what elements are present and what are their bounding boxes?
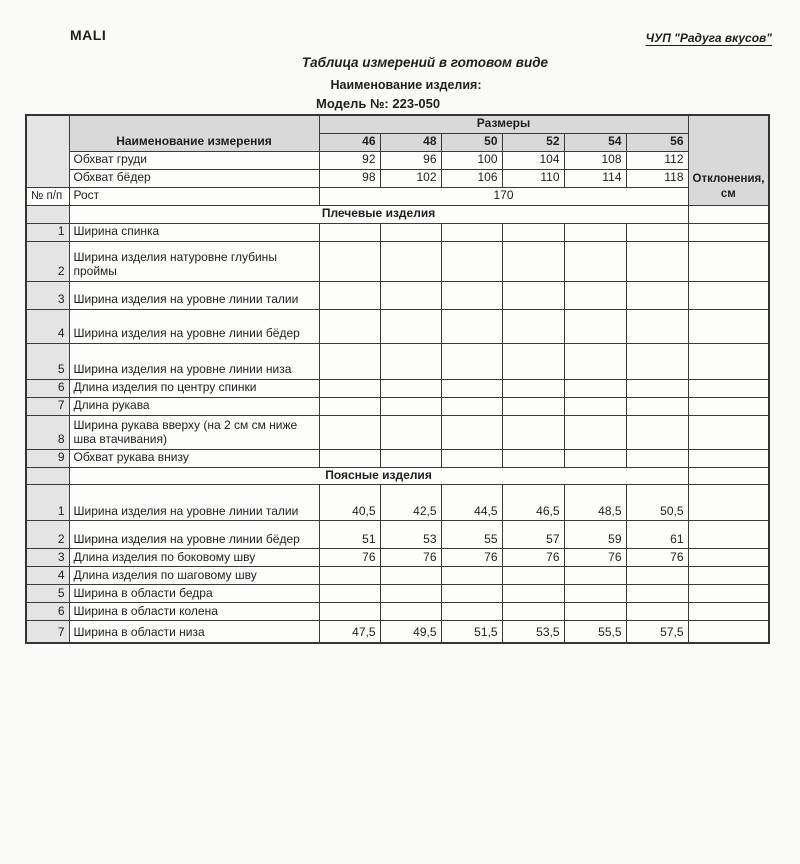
deviation-cell [688, 603, 769, 621]
measurement-value-cell [502, 343, 564, 379]
measurement-value-cell [319, 309, 380, 343]
measurement-value-cell [380, 415, 441, 449]
measurement-value-cell: 98 [319, 169, 380, 187]
deviation-column-header: Отклонения, см [688, 115, 769, 205]
measurement-value-cell [319, 397, 380, 415]
sizes-group-header: Размеры [319, 115, 688, 133]
measurement-row [26, 567, 769, 585]
measurement-row [26, 603, 769, 621]
height-value: 170 [319, 187, 688, 205]
name-column-header: Наименование измерения [69, 115, 319, 151]
measurement-value-cell: 50,5 [626, 485, 688, 521]
measurement-value-cell [626, 585, 688, 603]
deviation-cell [688, 397, 769, 415]
measurement-value-cell: 48,5 [564, 485, 626, 521]
measurement-value-cell [441, 309, 502, 343]
section-header-row [26, 467, 769, 485]
measurement-value-cell: 76 [564, 549, 626, 567]
measurement-value-cell: 57 [502, 521, 564, 549]
measurement-value-cell [441, 379, 502, 397]
measurement-value-cell [564, 223, 626, 241]
measurement-row [26, 549, 769, 567]
measurement-value-cell [380, 603, 441, 621]
measurement-value-cell [564, 585, 626, 603]
measurement-row [26, 415, 769, 449]
measurement-value-cell: 40,5 [319, 485, 380, 521]
measurement-value-cell [441, 415, 502, 449]
measurement-value-cell [626, 415, 688, 449]
measurement-value-cell [502, 309, 564, 343]
measurement-value-cell [564, 379, 626, 397]
measurement-value-cell [380, 281, 441, 309]
model-number: 223-050 [392, 96, 441, 111]
measurement-value-cell: 55 [441, 521, 502, 549]
row-number: 2 [26, 241, 69, 281]
measurement-value-cell: 57,5 [626, 621, 688, 643]
measurement-row [26, 621, 769, 643]
measurement-value-cell [626, 397, 688, 415]
measurement-row [26, 449, 769, 467]
row-number: 8 [26, 415, 69, 449]
deviation-cell [688, 415, 769, 449]
measurement-value-cell [564, 281, 626, 309]
measurement-row [26, 585, 769, 603]
measurement-value-cell: 42,5 [380, 485, 441, 521]
measurement-name: Длина изделия по шаговому шву [69, 567, 319, 585]
measurement-value-cell [441, 449, 502, 467]
row-number-cell [26, 467, 69, 485]
measurement-value-cell [319, 415, 380, 449]
measurement-value-cell: 112 [626, 151, 688, 169]
measurement-value-cell [626, 567, 688, 585]
section-header-row [26, 205, 769, 223]
row-number: 1 [26, 223, 69, 241]
measurement-table-body [26, 115, 769, 643]
section-title: Плечевые изделия [69, 205, 688, 223]
product-name-label: Наименование изделия: [330, 78, 482, 92]
measurement-value-cell: 59 [564, 521, 626, 549]
height-row [26, 187, 769, 205]
measurement-value-cell: 92 [319, 151, 380, 169]
measurement-value-cell: 51,5 [441, 621, 502, 643]
measurement-value-cell: 104 [502, 151, 564, 169]
row-number: 1 [26, 485, 69, 521]
row-number: 7 [26, 621, 69, 643]
measurement-value-cell [441, 241, 502, 281]
measurement-value-cell [319, 449, 380, 467]
row-number: 3 [26, 281, 69, 309]
measurement-name: Ширина изделия на уровне линии бёдер [69, 309, 319, 343]
row-number: 4 [26, 567, 69, 585]
measurement-value-cell [502, 223, 564, 241]
document-title: Таблица измерений в готовом виде [301, 55, 549, 70]
deviation-cell [688, 205, 769, 223]
measurement-name: Ширина спинка [69, 223, 319, 241]
measurement-name: Длина рукава [69, 397, 319, 415]
measurement-value-cell: 47,5 [319, 621, 380, 643]
deviation-cell [688, 521, 769, 549]
sizes-group-row [26, 115, 769, 133]
measurement-row [26, 309, 769, 343]
measurement-value-cell: 100 [441, 151, 502, 169]
measurement-value-cell [502, 585, 564, 603]
measurement-value-cell: 61 [626, 521, 688, 549]
measurement-name: Ширина изделия натуровне глубины проймы [69, 241, 319, 281]
measurement-value-cell [380, 585, 441, 603]
measurement-value-cell: 55,5 [564, 621, 626, 643]
deviation-cell [688, 449, 769, 467]
measurement-value-cell: 110 [502, 169, 564, 187]
measurement-value-cell [319, 585, 380, 603]
measurement-value-cell [319, 343, 380, 379]
size-header-cell: 48 [380, 133, 441, 151]
measurement-value-cell: 46,5 [502, 485, 564, 521]
deviation-cell [688, 621, 769, 643]
deviation-cell [688, 585, 769, 603]
measurement-value-cell [380, 223, 441, 241]
row-number: 5 [26, 585, 69, 603]
measurement-value-cell [626, 343, 688, 379]
measurement-value-cell [502, 281, 564, 309]
measurement-value-cell: 51 [319, 521, 380, 549]
measurement-value-cell [564, 241, 626, 281]
measurement-value-cell: 49,5 [380, 621, 441, 643]
measurement-value-cell [564, 567, 626, 585]
measurement-value-cell [502, 397, 564, 415]
measurement-name: Длина изделия по центру спинки [69, 379, 319, 397]
measurement-value-cell [564, 415, 626, 449]
measurement-value-cell [502, 603, 564, 621]
measurement-name: Ширина изделия на уровне линии талии [69, 485, 319, 521]
measurement-row [26, 343, 769, 379]
size-header-cell: 50 [441, 133, 502, 151]
measurement-value-cell [502, 415, 564, 449]
measurement-value-cell [564, 449, 626, 467]
measurement-name: Обхват груди [69, 151, 319, 169]
measurement-table [25, 114, 770, 644]
deviation-cell [688, 567, 769, 585]
measurement-value-cell [626, 379, 688, 397]
measurement-name: Ширина в области низа [69, 621, 319, 643]
deviation-cell [688, 281, 769, 309]
deviation-cell [688, 467, 769, 485]
num-column-spacer [26, 115, 69, 187]
measurement-value-cell [380, 397, 441, 415]
measurement-value-cell [564, 309, 626, 343]
deviation-cell [688, 485, 769, 521]
deviation-cell [688, 309, 769, 343]
section-title: Поясные изделия [69, 467, 688, 485]
measurement-value-cell [380, 379, 441, 397]
size-header-cell: 52 [502, 133, 564, 151]
measurement-value-cell: 108 [564, 151, 626, 169]
measurement-value-cell [319, 223, 380, 241]
size-header-cell: 46 [319, 133, 380, 151]
measurement-value-cell [319, 603, 380, 621]
measurement-value-cell [319, 379, 380, 397]
row-number: 7 [26, 397, 69, 415]
measurement-row [26, 241, 769, 281]
measurement-value-cell [319, 281, 380, 309]
measurement-value-cell [502, 379, 564, 397]
company-name: ЧУП "Радуга вкусов" [645, 31, 772, 45]
measurement-name: Длина изделия по боковому шву [69, 549, 319, 567]
model-number-line [316, 96, 440, 111]
measurement-row [26, 485, 769, 521]
measurement-value-cell: 76 [441, 549, 502, 567]
measurement-value-cell [441, 567, 502, 585]
measurement-value-cell [626, 603, 688, 621]
num-column-label: № п/п [26, 187, 69, 205]
measurement-value-cell [319, 567, 380, 585]
measurement-row [26, 223, 769, 241]
measurement-value-cell [502, 241, 564, 281]
measurement-name: Обхват рукава внизу [69, 449, 319, 467]
height-label: Рост [69, 187, 319, 205]
girth-row [26, 169, 769, 187]
measurement-value-cell [441, 603, 502, 621]
measurement-value-cell [441, 397, 502, 415]
measurement-value-cell [564, 603, 626, 621]
measurement-row [26, 521, 769, 549]
measurement-value-cell: 76 [380, 549, 441, 567]
measurement-value-cell [502, 449, 564, 467]
brand-mark: MALI [70, 27, 107, 43]
row-number: 9 [26, 449, 69, 467]
measurement-name: Ширина в области колена [69, 603, 319, 621]
row-number: 6 [26, 603, 69, 621]
measurement-row [26, 379, 769, 397]
measurement-value-cell [626, 281, 688, 309]
measurement-value-cell [564, 397, 626, 415]
size-header-cell: 56 [626, 133, 688, 151]
measurement-value-cell: 44,5 [441, 485, 502, 521]
measurement-name: Ширина изделия на уровне линии бёдер [69, 521, 319, 549]
measurement-value-cell [441, 343, 502, 379]
row-number: 3 [26, 549, 69, 567]
deviation-cell [688, 241, 769, 281]
measurement-value-cell: 76 [319, 549, 380, 567]
measurement-value-cell: 76 [626, 549, 688, 567]
row-number: 6 [26, 379, 69, 397]
row-number-cell [26, 205, 69, 223]
measurement-value-cell: 76 [502, 549, 564, 567]
measurement-name: Обхват бёдер [69, 169, 319, 187]
measurement-value-cell [380, 343, 441, 379]
measurement-value-cell [380, 449, 441, 467]
measurement-row [26, 281, 769, 309]
measurement-name: Ширина изделия на уровне линии талии [69, 281, 319, 309]
measurement-value-cell: 102 [380, 169, 441, 187]
deviation-cell [688, 343, 769, 379]
measurement-value-cell [626, 223, 688, 241]
deviation-cell [688, 223, 769, 241]
measurement-value-cell [626, 241, 688, 281]
measurement-value-cell: 106 [441, 169, 502, 187]
measurement-value-cell [441, 585, 502, 603]
measurement-value-cell [626, 309, 688, 343]
measurement-value-cell [626, 449, 688, 467]
measurement-row [26, 397, 769, 415]
deviation-cell [688, 549, 769, 567]
row-number: 4 [26, 309, 69, 343]
measurement-value-cell: 114 [564, 169, 626, 187]
measurement-value-cell [502, 567, 564, 585]
measurement-name: Ширина изделия на уровне линии низа [69, 343, 319, 379]
measurement-value-cell [441, 223, 502, 241]
deviation-cell [688, 379, 769, 397]
size-header-cell: 54 [564, 133, 626, 151]
measurement-value-cell [380, 309, 441, 343]
measurement-value-cell [441, 281, 502, 309]
measurement-name: Ширина рукава вверху (на 2 см см ниже шва втачивания) [69, 415, 319, 449]
model-label: Модель №: [316, 96, 389, 111]
measurement-value-cell: 96 [380, 151, 441, 169]
row-number: 2 [26, 521, 69, 549]
measurement-value-cell: 53,5 [502, 621, 564, 643]
measurement-value-cell [319, 241, 380, 281]
row-number: 5 [26, 343, 69, 379]
measurement-value-cell [564, 343, 626, 379]
girth-row [26, 151, 769, 169]
measurement-value-cell: 118 [626, 169, 688, 187]
measurement-value-cell [380, 567, 441, 585]
measurement-value-cell [380, 241, 441, 281]
measurement-value-cell: 53 [380, 521, 441, 549]
measurement-name: Ширина в области бедра [69, 585, 319, 603]
